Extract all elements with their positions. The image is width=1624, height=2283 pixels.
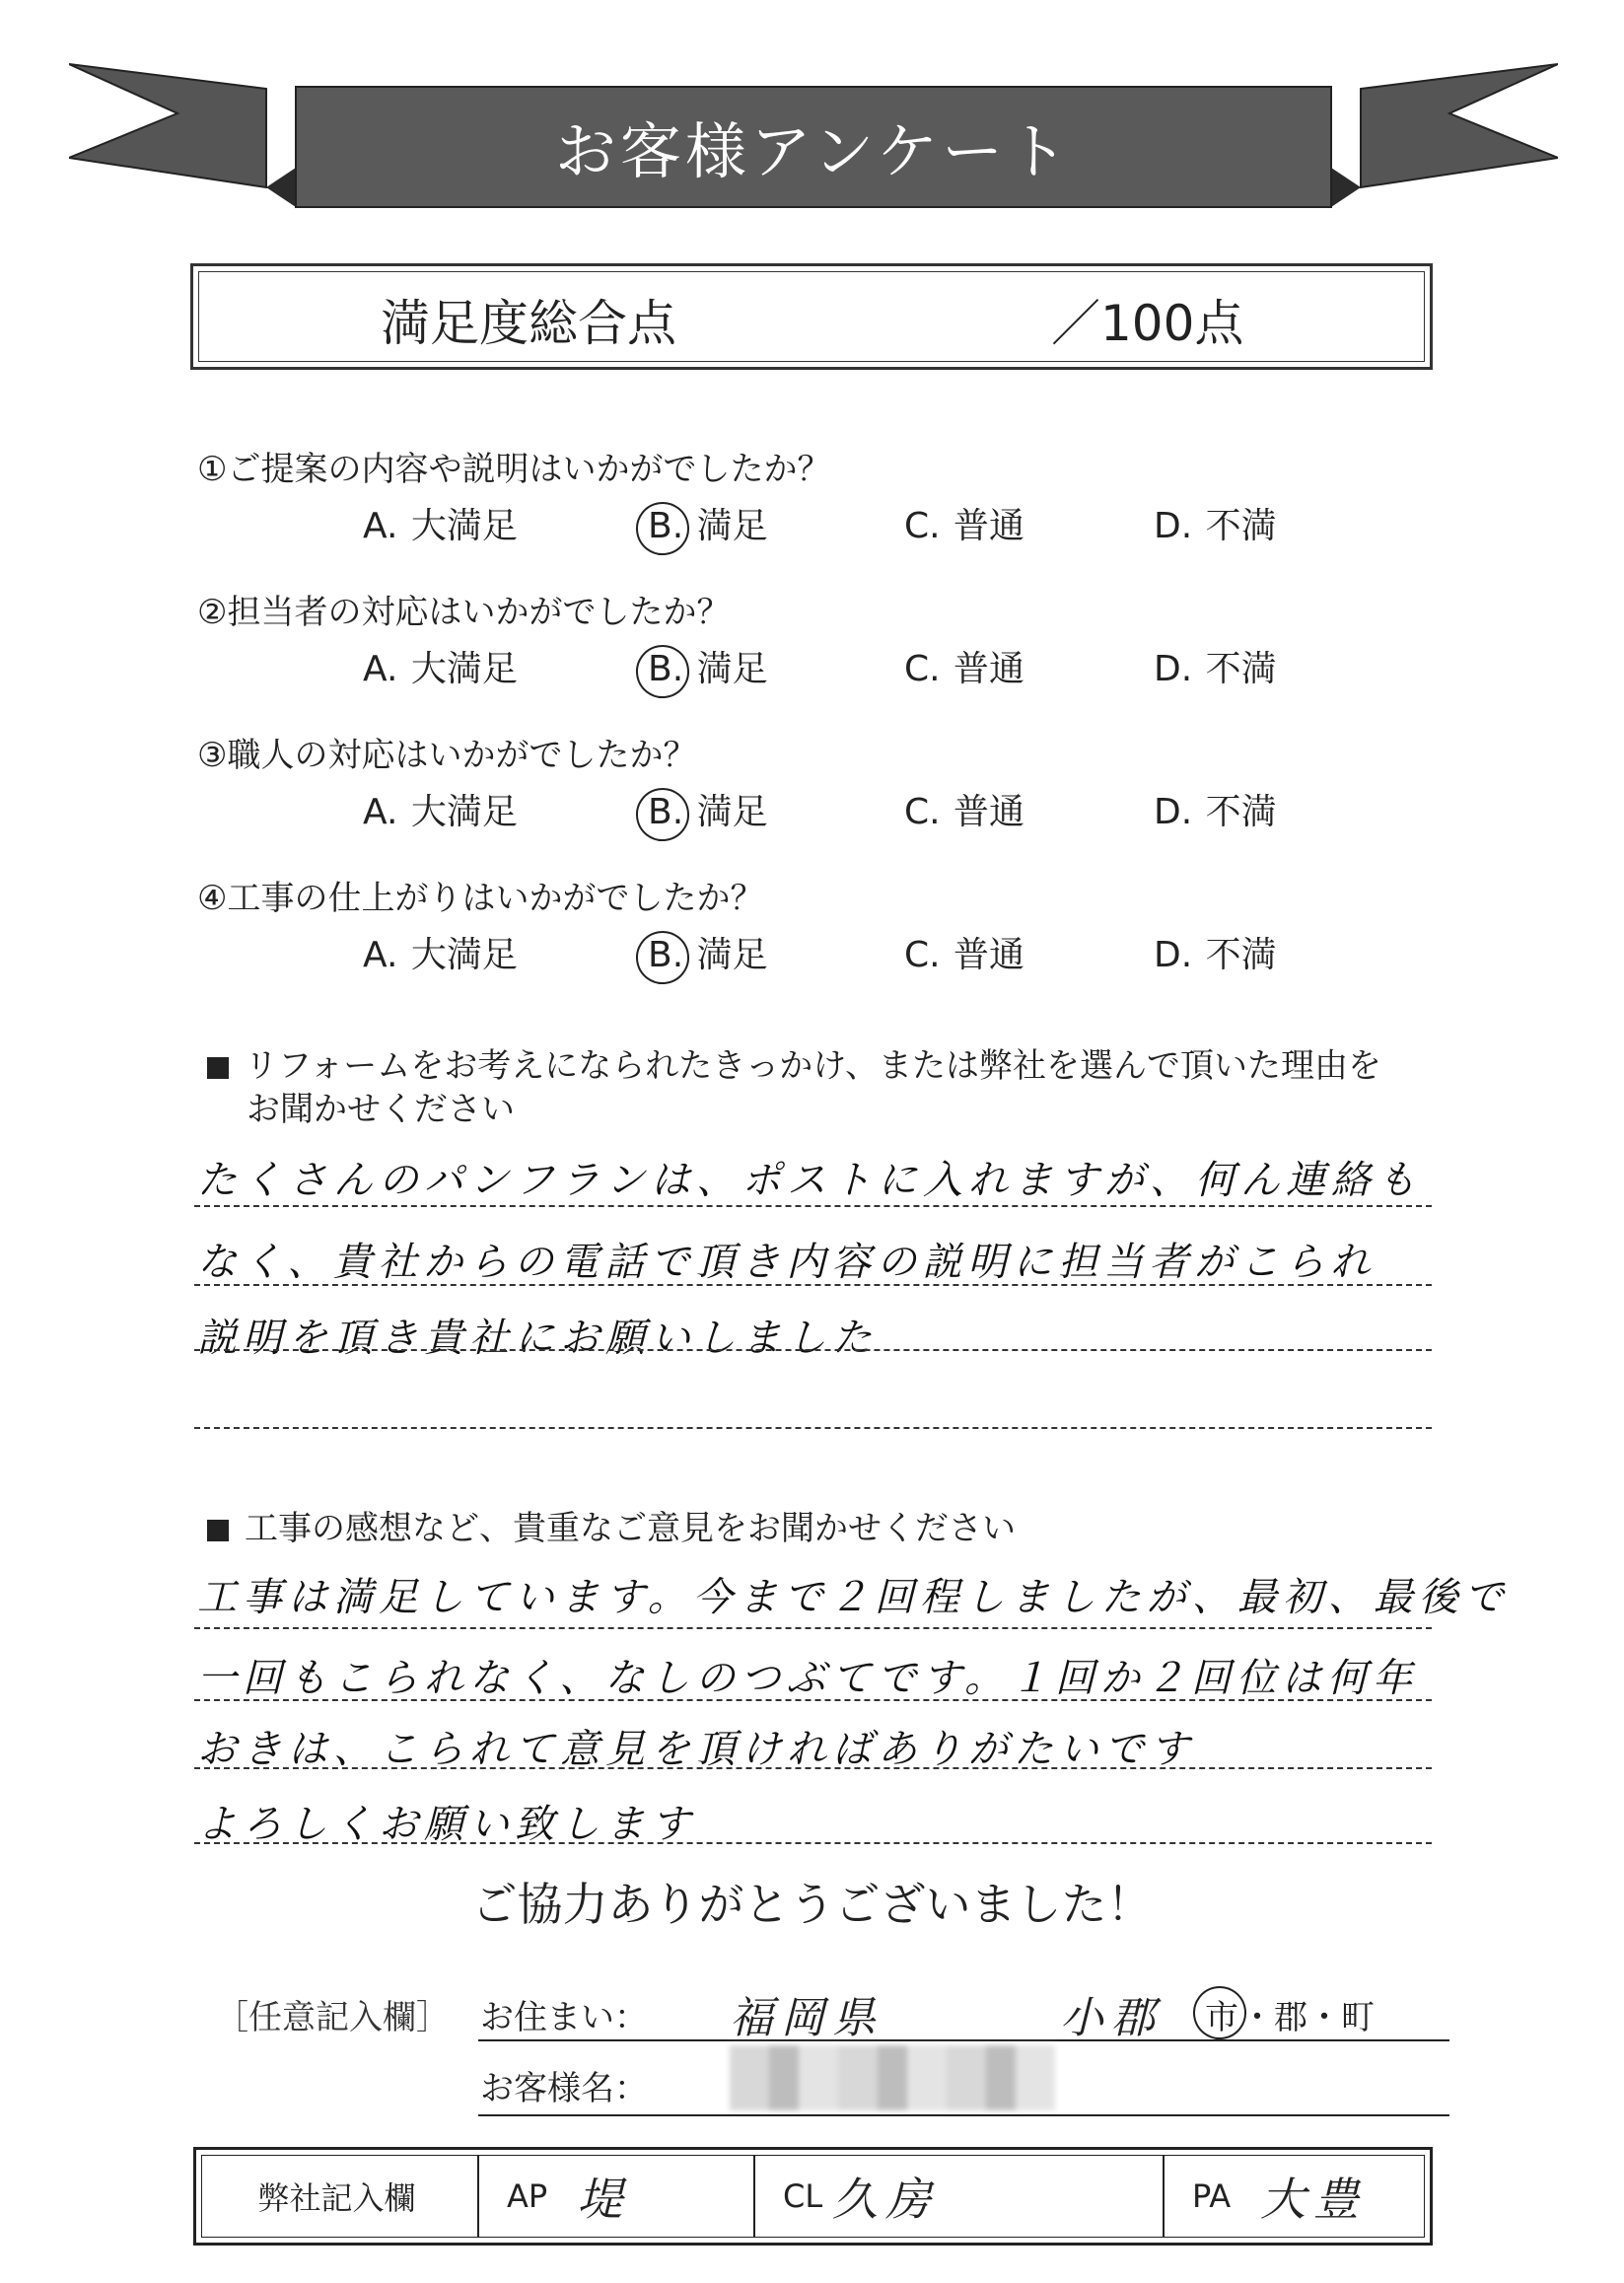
reason-heading-line2: お聞かせください: [247, 1090, 515, 1129]
reason-line-3[interactable]: 説明を頂き貴社にお願いしました: [197, 1316, 878, 1361]
q1-option-b[interactable]: B. 満足: [648, 506, 768, 546]
office-use-table: [193, 2147, 1433, 2246]
q2-option-a[interactable]: A. 大満足: [363, 649, 518, 689]
thanks-message: ご協力ありがとうございました！: [471, 1878, 1153, 1931]
q3-option-d[interactable]: D. 不満: [1154, 792, 1277, 832]
question-2: ②担当者の対応はいかがでしたか？: [197, 593, 731, 632]
q3-option-a[interactable]: A. 大満足: [363, 792, 518, 832]
q2-option-b[interactable]: B. 満足: [648, 649, 768, 689]
customer-name-label: お客様名：: [480, 2069, 648, 2108]
cl-label: CL: [783, 2177, 823, 2215]
prefecture-value[interactable]: 福岡県: [730, 1993, 883, 2043]
total-score-box: [190, 263, 1433, 370]
office-use-label: 弊社記入欄: [257, 2179, 416, 2217]
writing-line: [194, 1767, 1432, 1769]
q4-option-a[interactable]: A. 大満足: [363, 935, 518, 975]
selected-circle-mark: B.: [648, 935, 684, 975]
cl-value[interactable]: 久房: [832, 2173, 940, 2226]
reason-line-2[interactable]: なく、貴社からの電話で頂き内容の説明に担当者がこられ: [197, 1240, 1377, 1285]
impression-line-1[interactable]: 工事は満足しています。今まで２回程しましたが、最初、最後で: [197, 1575, 1510, 1620]
writing-line: [194, 1842, 1432, 1844]
name-underline: [478, 2114, 1449, 2116]
question-1: ①ご提案の内容や説明はいかがでしたか？: [197, 450, 831, 489]
pa-value[interactable]: 大豊: [1260, 2173, 1368, 2226]
q2-option-d[interactable]: D. 不満: [1154, 649, 1277, 689]
impression-line-4[interactable]: よろしくお願い致します: [197, 1802, 696, 1847]
redacted-name: [730, 2045, 1055, 2110]
square-bullet-icon: [207, 1057, 229, 1079]
writing-line: [194, 1427, 1432, 1429]
pa-label: PA: [1192, 2177, 1232, 2215]
q4-option-b[interactable]: B. 満足: [648, 935, 768, 975]
optional-section-label: ［任意記入欄］: [215, 1998, 450, 2037]
impression-line-2[interactable]: 一回もこられなく、なしのつぶてです。１回か２回位は何年: [197, 1656, 1418, 1701]
q3-option-c[interactable]: C. 普通: [904, 792, 1025, 832]
question-3: ③職人の対応はいかがでしたか？: [197, 736, 697, 775]
selected-circle-mark: B.: [648, 649, 684, 689]
address-label: お住まい：: [480, 1998, 648, 2037]
reason-line-1[interactable]: たくさんのパンフランは、ポストに入れますが、何ん連絡も: [197, 1158, 1422, 1203]
writing-line: [194, 1205, 1432, 1207]
pa-cell: [1163, 2150, 1436, 2243]
q3-option-b[interactable]: B. 満足: [648, 792, 768, 832]
survey-title: お客様アンケート: [554, 114, 1073, 187]
impression-line-3[interactable]: おきは、こられて意見を頂ければありがたいです: [197, 1727, 1195, 1772]
impression-heading: 工事の感想など、貴重なご意見をお聞かせください: [207, 1501, 1016, 1549]
score-label: 満足度総合点: [381, 295, 676, 352]
score-max: ／100点: [1051, 295, 1244, 352]
city-value[interactable]: 小郡: [1060, 1993, 1163, 2043]
city-type-options: 市・郡・町: [1203, 1990, 1375, 2038]
writing-line: [194, 1699, 1432, 1701]
ap-label: AP: [507, 2177, 548, 2215]
address-underline: [478, 2039, 1449, 2041]
q4-option-d[interactable]: D. 不満: [1154, 935, 1277, 975]
q2-option-c[interactable]: C. 普通: [904, 649, 1025, 689]
writing-line: [194, 1284, 1432, 1286]
ap-cell: [477, 2150, 753, 2243]
writing-line: [194, 1349, 1432, 1351]
ap-value[interactable]: 堤: [577, 2173, 631, 2226]
selected-circle-mark: B.: [648, 506, 684, 546]
square-bullet-icon: [207, 1520, 229, 1541]
writing-line: [194, 1627, 1432, 1629]
selected-circle-mark: 市: [1203, 1990, 1240, 2038]
cl-cell: [753, 2150, 1163, 2243]
q1-option-a[interactable]: A. 大満足: [363, 506, 518, 546]
q1-option-d[interactable]: D. 不満: [1154, 506, 1277, 546]
question-4: ④工事の仕上がりはいかがでしたか？: [197, 879, 764, 918]
selected-circle-mark: B.: [648, 792, 684, 832]
q1-option-c[interactable]: C. 普通: [904, 506, 1025, 546]
reason-heading: リフォームをお考えになられたきっかけ、または弊社を選んで頂いた理由を: [207, 1038, 1381, 1087]
q4-option-c[interactable]: C. 普通: [904, 935, 1025, 975]
